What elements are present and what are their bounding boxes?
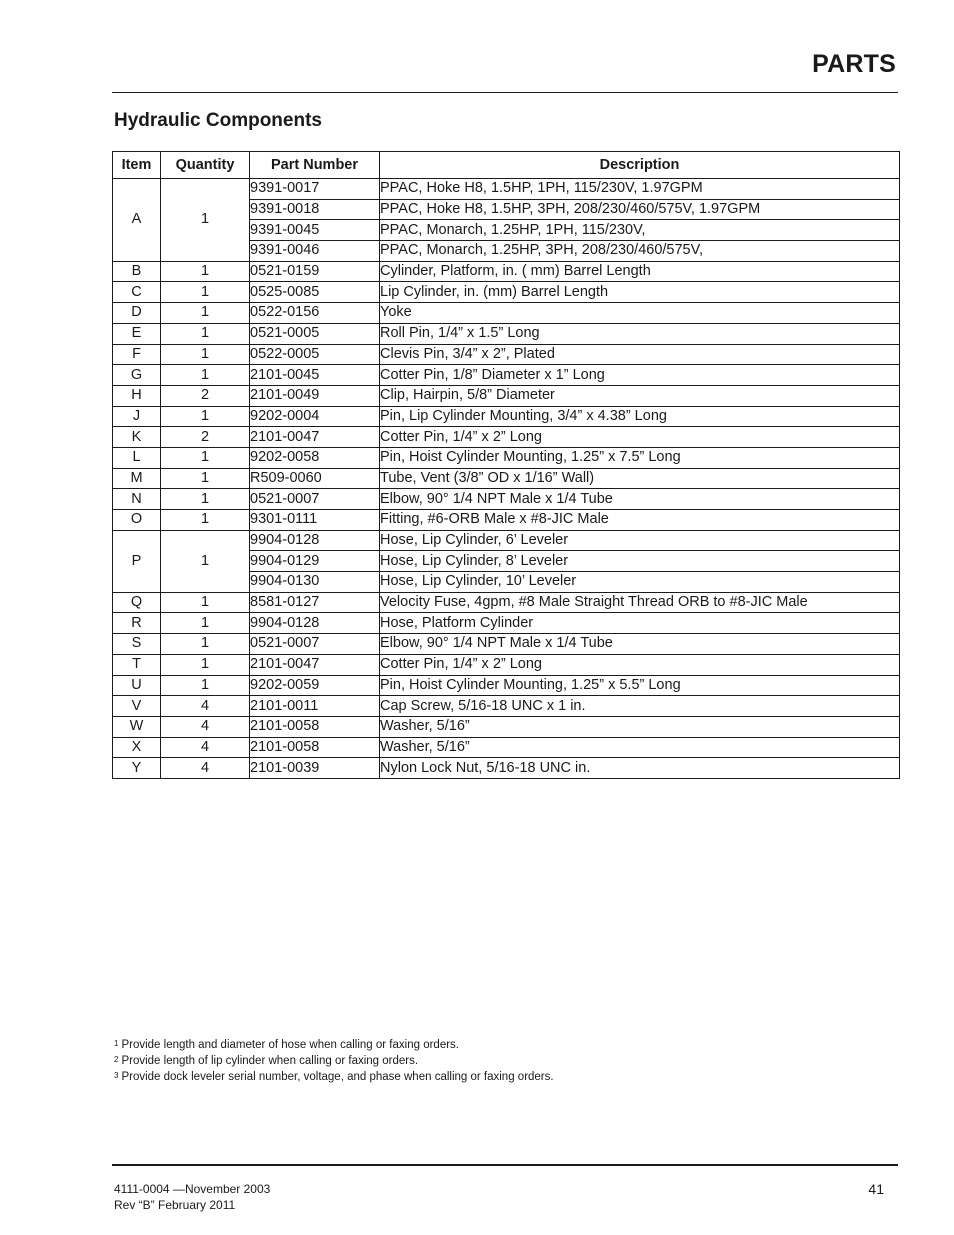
description-cell: Hose, Platform Cylinder [380,613,900,634]
description-cell: Clip, Hairpin, 5/8” Diameter [380,385,900,406]
part-number-cell: 9202-0004 [250,406,380,427]
table-row [113,261,900,282]
item-cell: O [113,510,161,531]
footnote [114,1037,554,1053]
quantity-cell: 4 [161,696,250,717]
part-number-cell: 0522-0156 [250,303,380,324]
quantity-cell: 1 [161,406,250,427]
part-number-cell: 9202-0058 [250,447,380,468]
parts-table-header [113,152,900,179]
parts-table [112,151,900,779]
part-number-cell: 2101-0039 [250,758,380,779]
quantity-cell: 1 [161,592,250,613]
column-header-part-number: Part Number [250,152,380,179]
description-cell: PPAC, Monarch, 1.25HP, 3PH, 208/230/460/575V, [380,241,900,262]
description-cell: Lip Cylinder, in. (mm) Barrel Length [380,282,900,303]
table-row [113,758,900,779]
description-cell: Washer, 5/16” [380,716,900,737]
description-cell: Tube, Vent (3/8” OD x 1/16” Wall) [380,468,900,489]
description-cell: Nylon Lock Nut, 5/16-18 UNC in. [380,758,900,779]
item-cell: K [113,427,161,448]
description-cell: Cotter Pin, 1/4” x 2” Long [380,654,900,675]
quantity-cell: 4 [161,758,250,779]
table-row [113,737,900,758]
table-row [113,592,900,613]
part-number-cell: 9391-0045 [250,220,380,241]
part-number-cell: 2101-0011 [250,696,380,717]
footnote-text: Provide dock leveler serial number, voltage, and phase when calling or faxing orders. [121,1071,554,1083]
footnotes [114,1037,554,1085]
part-number-cell: 9391-0017 [250,179,380,200]
description-cell: Velocity Fuse, 4gpm, #8 Male Straight Thread ORB to #8-JIC Male [380,592,900,613]
quantity-cell: 1 [161,344,250,365]
item-cell: E [113,323,161,344]
part-number-cell: 2101-0047 [250,427,380,448]
footnote-text: Provide length and diameter of hose when calling or faxing orders. [121,1039,459,1051]
footer-doc-info [114,1181,270,1213]
quantity-cell: 1 [161,510,250,531]
table-row [113,179,900,200]
table-row [113,634,900,655]
description-cell: Hose, Lip Cylinder, 6’ Leveler [380,530,900,551]
item-cell: B [113,261,161,282]
description-cell: PPAC, Hoke H8, 1.5HP, 3PH, 208/230/460/575V, 1.97GPM [380,199,900,220]
item-cell: U [113,675,161,696]
description-cell: Pin, Lip Cylinder Mounting, 3/4” x 4.38” Long [380,406,900,427]
table-row [113,427,900,448]
footnote-mark: 2 [114,1055,119,1064]
description-cell: Yoke [380,303,900,324]
table-row [113,468,900,489]
item-cell: W [113,716,161,737]
part-number-cell: 8581-0127 [250,592,380,613]
table-row [113,530,900,551]
description-cell: Washer, 5/16” [380,737,900,758]
table-row [113,303,900,324]
part-number-cell: 9904-0129 [250,551,380,572]
column-header-item: Item [113,152,161,179]
quantity-cell: 1 [161,675,250,696]
item-cell: C [113,282,161,303]
item-cell: H [113,385,161,406]
part-number-cell: 0521-0005 [250,323,380,344]
part-number-cell: 9904-0128 [250,530,380,551]
description-cell: Elbow, 90° 1/4 NPT Male x 1/4 Tube [380,634,900,655]
part-number-cell: 9904-0128 [250,613,380,634]
table-row [113,406,900,427]
header-divider [112,92,898,93]
description-cell: Pin, Hoist Cylinder Mounting, 1.25” x 7.5” Long [380,447,900,468]
table-row [113,510,900,531]
description-cell: Cotter Pin, 1/8” Diameter x 1” Long [380,365,900,386]
table-row [113,489,900,510]
footer-divider [112,1164,898,1166]
item-cell: M [113,468,161,489]
footnote [114,1053,554,1069]
footnote-text: Provide length of lip cylinder when calling or faxing orders. [121,1055,419,1067]
item-cell: T [113,654,161,675]
quantity-cell: 1 [161,654,250,675]
item-cell: V [113,696,161,717]
item-cell: R [113,613,161,634]
description-cell: Roll Pin, 1/4” x 1.5” Long [380,323,900,344]
part-number-cell: 0521-0007 [250,634,380,655]
description-cell: Fitting, #6-ORB Male x #8-JIC Male [380,510,900,531]
quantity-cell: 1 [161,489,250,510]
quantity-cell: 1 [161,261,250,282]
item-cell: A [113,179,161,262]
quantity-cell: 4 [161,716,250,737]
part-number-cell: 9391-0018 [250,199,380,220]
description-cell: Elbow, 90° 1/4 NPT Male x 1/4 Tube [380,489,900,510]
item-cell: P [113,530,161,592]
description-cell: Cap Screw, 5/16-18 UNC x 1 in. [380,696,900,717]
quantity-cell: 1 [161,179,250,262]
table-row [113,696,900,717]
quantity-cell: 1 [161,634,250,655]
part-number-cell: 0521-0159 [250,261,380,282]
description-cell: Hose, Lip Cylinder, 8’ Leveler [380,551,900,572]
item-cell: X [113,737,161,758]
footnote [114,1069,554,1085]
quantity-cell: 1 [161,468,250,489]
description-cell: Cylinder, Platform, in. ( mm) Barrel Length [380,261,900,282]
section-title: Hydraulic Components [114,110,322,131]
quantity-cell: 1 [161,303,250,324]
quantity-cell: 2 [161,385,250,406]
description-cell: Pin, Hoist Cylinder Mounting, 1.25” x 5.5” Long [380,675,900,696]
quantity-cell: 1 [161,323,250,344]
quantity-cell: 2 [161,427,250,448]
description-cell: PPAC, Monarch, 1.25HP, 1PH, 115/230V, [380,220,900,241]
table-row [113,675,900,696]
table-row [113,447,900,468]
parts-table-body [113,179,900,779]
item-cell: S [113,634,161,655]
description-cell: Cotter Pin, 1/4” x 2” Long [380,427,900,448]
header-row [113,152,900,179]
item-cell: F [113,344,161,365]
page-title: PARTS [812,50,896,78]
item-cell: Y [113,758,161,779]
footer-doc-number: 4111-0004 —November 2003 [114,1182,271,1196]
part-number-cell: 9904-0130 [250,572,380,593]
table-row [113,385,900,406]
part-number-cell: 9301-0111 [250,510,380,531]
table-row [113,365,900,386]
part-number-cell: 9391-0046 [250,241,380,262]
part-number-cell: 2101-0058 [250,716,380,737]
part-number-cell: 0521-0007 [250,489,380,510]
item-cell: Q [113,592,161,613]
description-cell: PPAC, Hoke H8, 1.5HP, 1PH, 115/230V, 1.97GPM [380,179,900,200]
part-number-cell: 2101-0058 [250,737,380,758]
part-number-cell: 2101-0047 [250,654,380,675]
table-row [113,654,900,675]
footnote-mark: 1 [114,1039,119,1048]
part-number-cell: 2101-0045 [250,365,380,386]
part-number-cell: 9202-0059 [250,675,380,696]
table-row [113,344,900,365]
table-row [113,323,900,344]
item-cell: G [113,365,161,386]
part-number-cell: 0525-0085 [250,282,380,303]
item-cell: N [113,489,161,510]
description-cell: Clevis Pin, 3/4” x 2”, Plated [380,344,900,365]
quantity-cell: 4 [161,737,250,758]
table-row [113,282,900,303]
description-cell: Hose, Lip Cylinder, 10’ Leveler [380,572,900,593]
quantity-cell: 1 [161,282,250,303]
item-cell: D [113,303,161,324]
table-row [113,613,900,634]
item-cell: L [113,447,161,468]
table-row [113,716,900,737]
quantity-cell: 1 [161,530,250,592]
page-number: 41 [868,1181,884,1197]
footnote-mark: 3 [114,1071,119,1080]
quantity-cell: 1 [161,447,250,468]
part-number-cell: 2101-0049 [250,385,380,406]
item-cell: J [113,406,161,427]
quantity-cell: 1 [161,365,250,386]
column-header-description: Description [380,152,900,179]
footer-revision: Rev “B” February 2011 [114,1198,236,1212]
quantity-cell: 1 [161,613,250,634]
column-header-quantity: Quantity [161,152,250,179]
part-number-cell: 0522-0005 [250,344,380,365]
part-number-cell: R509-0060 [250,468,380,489]
